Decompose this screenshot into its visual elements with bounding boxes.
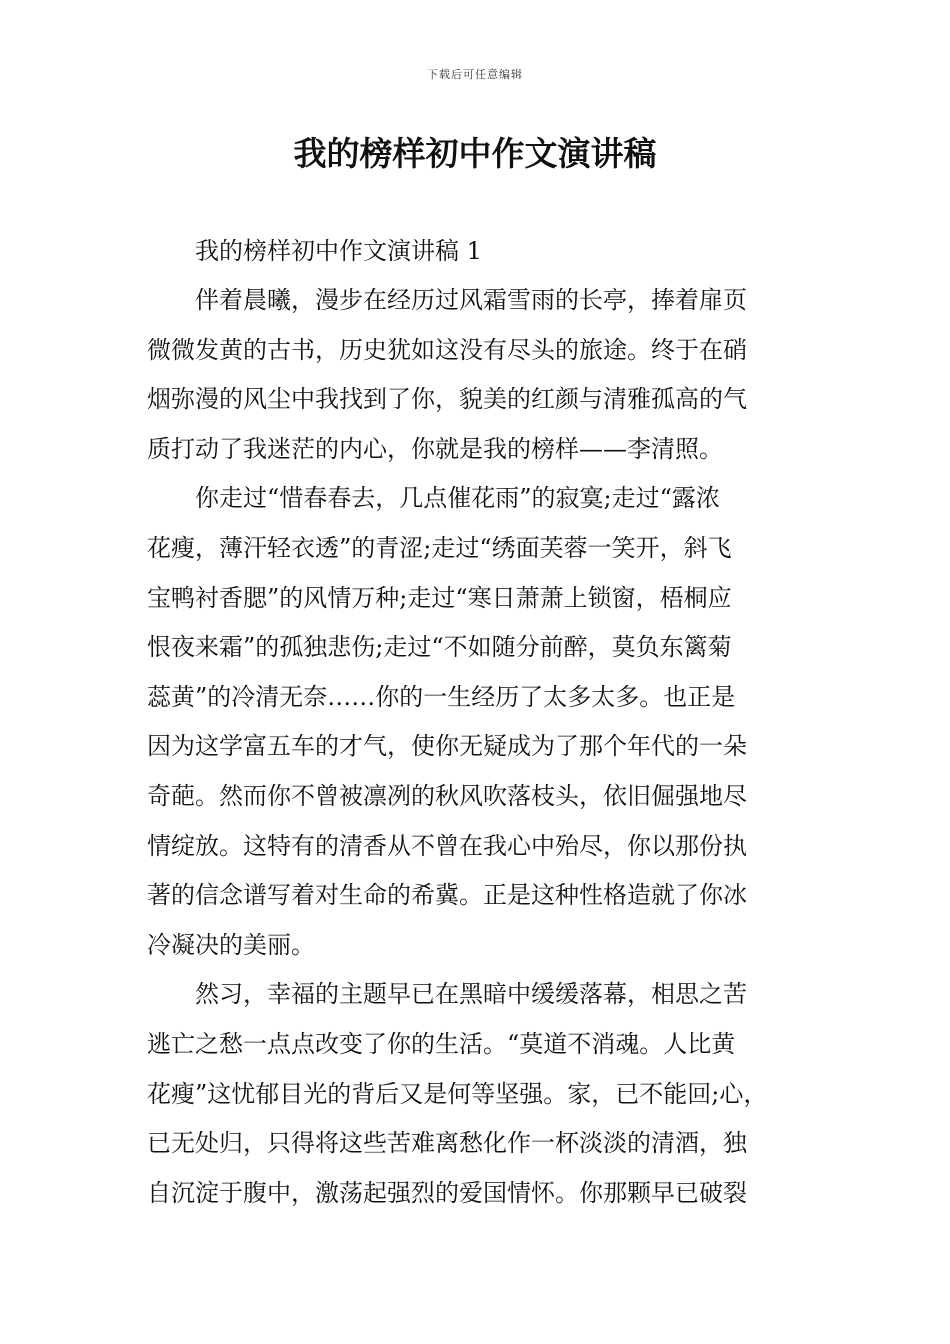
document-title: 我的榜样初中作文演讲稿 bbox=[293, 134, 657, 173]
paragraph: 然习，幸福的主题早已在黑暗中缓缓落幕，相思之苦 逃亡之愁一点点改变了你的生活。“莫道不消魂。人比黄 花瘦”这忧郁目光的背后又是何等坚强。家，已不能回;心， 已无处归，只得将这些苦难离愁化作一杯淡淡的清酒，独 自沉淀于腹中，激荡起强烈的爱国情怀。你那颗早已破裂 bbox=[147, 980, 768, 1207]
section-subtitle: 我的榜样初中作文演讲稿 1 bbox=[195, 237, 482, 265]
paragraph: 你走过“惜春春去，几点催花雨”的寂寞;走过“露浓 花瘦，薄汗轻衣透”的青涩;走过“绣面芙蓉一笑开，斜飞 宝鸭衬香腮”的风情万种;走过“寒日萧萧上锁窗，梧桐应 恨夜来霜”的孤独悲伤;走过“不如随分前醉，莫负东篱菊 蕊黄”的冷清无奈……你的一生经历了太多太多。也正是 因为这学富五车的才气，使你无疑成为了那个年代的一朵 奇葩。然而你不曾被凛冽的秋风吹落枝头，依旧倔强地尽 情绽放。这特有的清香从不曾在我心中殆尽，你以那份执 著的信念谱写着对生命的希冀。正是这种性格造就了你冰 冷凝决的美丽。 bbox=[147, 484, 747, 959]
header-note: 下载后可任意编辑 bbox=[427, 68, 523, 81]
document-body bbox=[147, 227, 807, 1218]
paragraph: 伴着晨曦，漫步在经历过风霜雪雨的长亭，捧着扉页 微微发黄的古书，历史犹如这没有尽头的旅途。终于在硝 烟弥漫的风尘中我找到了你，貌美的红颜与清雅孤高的气 质打动了我迷茫的内心，你就是我的榜样——李清照。 bbox=[147, 286, 747, 463]
